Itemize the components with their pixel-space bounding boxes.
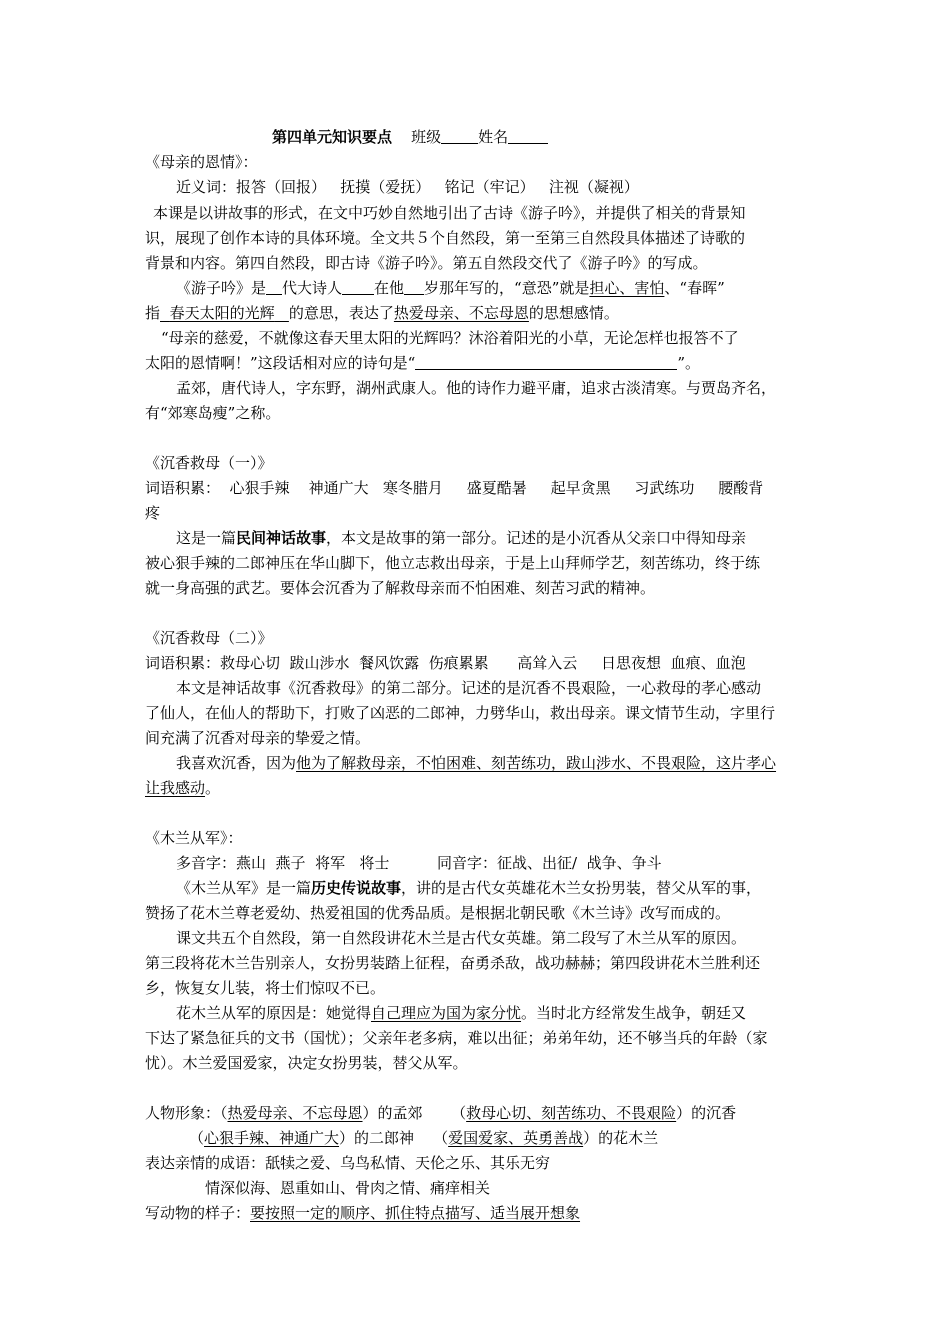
animal-writing-answer: 要按照一定的顺序、抓住特点描写、适当展开想象: [250, 1204, 581, 1222]
answer-chunhui: 春天太阳的光辉: [169, 304, 275, 322]
like-answer-2: 让我感动: [145, 779, 206, 797]
name-blank: [508, 129, 548, 144]
chenxiang1-para-line-2: 被心狠手辣的二郎神压在华山脚下，他立志救出母亲，于是上山拜师学艺，刻苦练功，终于练: [145, 554, 761, 572]
mulan-para-line-1: 《木兰从军》是一篇历史传说故事，讲的是古代女英雄花木兰女扮男装，替父从军的事，: [176, 879, 762, 897]
words-line-2: 疼: [145, 504, 161, 522]
figure-chenxiang: 救母心切、刻苦练功、不畏艰险: [466, 1104, 677, 1122]
poem-fill-line-1: 《游子吟》是 代大诗人 在他 岁那年写的，“意恐”就是担心、害怕、“春晖”: [176, 279, 725, 297]
idioms-line-1: 表达亲情的成语：舐犊之爱、乌鸟私情、天伦之乐、其乐无穷: [145, 1154, 551, 1172]
chenxiang2-para-line-3: 间充满了沉香对母亲的挚爱之情。: [145, 729, 371, 747]
intro-line-3: 背景和内容。第四自然段，即古诗《游子吟》。第五自然段交代了《游子吟》的写成。: [145, 254, 708, 272]
like-line-1: 我喜欢沉香，因为他为了解救母亲，不怕困难、刻苦练功，跋山涉水、不畏艰险，这片孝心: [176, 754, 777, 772]
mulan-para-line-3: 课文共五个自然段，第一自然段讲花木兰是古代女英雄。第二段写了木兰从军的原因。: [176, 929, 747, 947]
chenxiang1-para-line-1: 这是一篇民间神话故事，本文是故事的第一部分。记述的是小沉香从父亲口中得知母亲: [176, 529, 747, 547]
chenxiang2-para-line-2: 了仙人，在仙人的帮助下，打败了凶恶的二郎神，力劈华山，救出母亲。课文情节生动，字里行: [145, 704, 776, 722]
reason-line-1: 花木兰从军的原因是：她觉得自己理应为国为家分忧。当时北方经常发生战争，朝廷又: [176, 1004, 747, 1022]
mulan-para-line-5: 乡，恢复女儿装，将士们惊叹不已。: [145, 979, 386, 997]
dynasty-blank: [266, 280, 282, 295]
class-blank: [441, 129, 478, 144]
quote-line-2: 太阳的恩情啊！”这段话相对应的诗句是“ ”。: [145, 354, 701, 372]
quote-line-1: “母亲的慈爱，不就像这春天里太阳的光辉吗？沐浴着阳光的小草，无论怎样也报答不了: [161, 329, 739, 347]
words-line-1: 词语积累： 心狠手辣 神通广大 寒冬腊月 盛夏酷暑 起早贪黑 习武练功 腰酸背: [145, 479, 764, 497]
figures-line-2: （心狠手辣、神通广大）的二郎神 （爱国爱家、英勇善战）的花木兰: [189, 1129, 659, 1147]
figure-mulan: 爱国爱家、英勇善战: [448, 1129, 584, 1147]
mengjiao-line-1: 孟郊，唐代诗人，字东野，湖州武康人。他的诗作力避平庸，追求古淡清寒。与贾岛齐名，: [176, 379, 777, 397]
like-line-2: 让我感动。: [145, 779, 221, 797]
age-blank: [404, 280, 424, 295]
reason-line-3: 忧）。木兰爱国爱家，决定女扮男装，替父从军。: [145, 1054, 468, 1072]
class-label: 班级: [411, 128, 442, 146]
chenxiang2-words: 词语积累：救母心切 跋山涉水 餐风饮露 伤痕累累 高耸入云 日思夜想 血痕、血泡: [145, 654, 746, 672]
mulan-para-line-2: 赞扬了花木兰尊老爱幼、热爱祖国的优秀品质。是根据北朝民歌《木兰诗》改写而成的。: [145, 904, 731, 922]
poet-blank: [342, 280, 374, 295]
name-label: 姓名: [478, 128, 509, 146]
figure-mengjiao: 热爱母亲、不忘母恩: [227, 1104, 363, 1122]
reason-line-2: 下达了紧急征兵的文书（国忧）；父亲年老多病，难以出征；弟弟年幼，还不够当兵的年龄（家: [145, 1029, 768, 1047]
figures-line-1: 人物形象：（热爱母亲、不忘母恩）的孟郊 （救母心切、刻苦练功、不畏艰险）的沉香: [145, 1104, 737, 1122]
chenxiang2-para-line-1: 本文是神话故事《沉香救母》的第二部分。记述的是沉香不畏艰险，一心救母的孝心感动: [176, 679, 762, 697]
answer-yikong: 担心、害怕: [589, 279, 665, 297]
section-heading-chenxiang-2: 《沉香救母（二）》: [145, 629, 273, 647]
poem-fill-line-2: 指 春天太阳的光辉 的意思，表达了热爱母亲、不忘母恩的思想感情。: [145, 304, 619, 322]
poem-line-blank: [415, 355, 677, 370]
section-heading-chenxiang-1: 《沉香救母（一）》: [145, 454, 273, 472]
like-answer-1: 他为了解救母亲，不怕困难、刻苦练功，跋山涉水、不畏艰险，这片孝心: [296, 754, 777, 772]
figure-erlangshen: 心狠手辣、神通广大: [204, 1129, 340, 1147]
title-text: 第四单元知识要点: [272, 128, 393, 146]
genre-legend: 历史传说故事: [311, 879, 402, 897]
reason-answer: 自己理应为国为家分忧: [371, 1004, 522, 1022]
intro-line-1: 本课是以讲故事的形式，在文中巧妙自然地引出了古诗《游子吟》，并提供了相关的背景知: [153, 204, 746, 222]
polyphone-line: 多音字：燕山 燕子 将军 将士 同音字：征战、出征/ 战争、争斗: [176, 854, 662, 872]
mulan-para-line-4: 第三段将花木兰告别亲人，女扮男装踏上征程，奋勇杀敌，战功赫赫；第四段讲花木兰胜利还: [145, 954, 761, 972]
answer-feeling: 热爱母亲、不忘母恩: [393, 304, 529, 322]
genre-myth: 民间神话故事: [236, 529, 327, 547]
chenxiang1-para-line-3: 就一身高强的武艺。要体会沉香为了解救母亲而不怕困难、刻苦习武的精神。: [145, 579, 656, 597]
animal-writing-line: 写动物的样子：要按照一定的顺序、抓住特点描写、适当展开想象: [145, 1204, 581, 1222]
page-title: [272, 127, 548, 147]
section-heading-mulan: 《木兰从军》：: [145, 829, 243, 847]
section-heading-mother: 《母亲的恩情》：: [145, 153, 258, 171]
mengjiao-line-2: 有“郊寒岛瘦”之称。: [145, 404, 281, 422]
idioms-line-2: 情深似海、恩重如山、骨肉之情、痛痒相关: [205, 1179, 491, 1197]
synonyms-line: 近义词：报答（回报） 抚摸（爱抚） 铭记（牢记） 注视（凝视）: [176, 178, 639, 196]
intro-line-2: 识，展现了创作本诗的具体环境。全文共５个自然段，第一至第三自然段具体描述了诗歌的: [145, 229, 746, 247]
